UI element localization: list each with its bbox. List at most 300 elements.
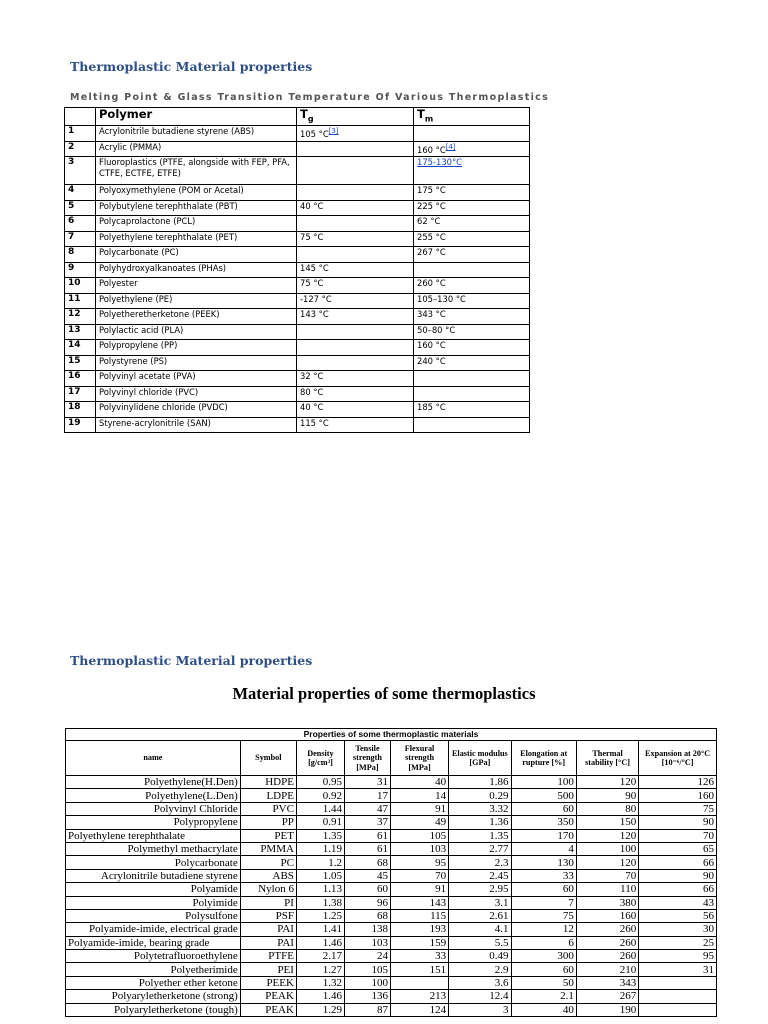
table1-tm-header [414, 108, 530, 126]
row-number-text: 3 [68, 157, 75, 168]
elongation-cell: 6 [511, 936, 576, 949]
row-number [65, 371, 96, 387]
table-row [66, 923, 717, 936]
tg-value [297, 371, 414, 387]
name-cell: Polyetherimide [66, 963, 241, 976]
tm-value-text: 160 °C [417, 144, 446, 155]
name-cell: Polyaryletherketone (tough) [66, 1003, 241, 1016]
expansion-cell [639, 990, 717, 1003]
thermal-cell: 110 [576, 883, 638, 896]
tensile-cell: 60 [344, 883, 390, 896]
density-cell: 1.46 [296, 990, 344, 1003]
tg-value [297, 386, 414, 402]
table2-caption-row [66, 729, 717, 741]
table2-title: Material properties of some thermoplastics [232, 684, 536, 703]
name-cell: Polyethylene(H.Den) [66, 776, 241, 789]
symbol-cell: PSF [240, 909, 296, 922]
name-cell: Polyaryletherketone (strong) [66, 990, 241, 1003]
table-row [66, 1003, 717, 1016]
table-row [65, 340, 530, 356]
thermal-cell: 120 [576, 776, 638, 789]
elongation-cell: 12 [511, 923, 576, 936]
expansion-cell: 56 [639, 909, 717, 922]
table1-subtitle: Melting Point & Glass Transition Temperature Of Various Thermoplastics [70, 92, 550, 103]
tg-value [297, 216, 414, 232]
column-header: Symbol [240, 741, 296, 776]
row-number-text: 7 [68, 231, 75, 242]
tm-value [414, 402, 530, 418]
density-cell: 1.13 [296, 883, 344, 896]
name-cell: Polyvinyl Chloride [66, 802, 241, 815]
expansion-cell: 31 [639, 963, 717, 976]
tm-value-text: 105–130 °C [417, 293, 466, 304]
table-row [66, 802, 717, 815]
tensile-cell: 37 [344, 816, 390, 829]
tm-value [414, 247, 530, 263]
symbol-subscript: m [424, 114, 434, 124]
polymer-name [96, 126, 297, 142]
flexural-cell: 49 [390, 816, 448, 829]
polymer-name-text: Polybutylene terephthalate (PBT) [99, 200, 238, 211]
density-cell: 1.2 [296, 856, 344, 869]
density-cell: 1.25 [296, 909, 344, 922]
tm-value [414, 340, 530, 356]
symbol-cell: HDPE [240, 776, 296, 789]
thermal-cell: 190 [576, 1003, 638, 1016]
thermal-cell: 260 [576, 950, 638, 963]
row-number [65, 340, 96, 356]
modulus-cell: 2.61 [449, 909, 511, 922]
row-number-text: 6 [68, 216, 75, 227]
thermal-cell: 267 [576, 990, 638, 1003]
row-number-text: 9 [68, 262, 75, 273]
column-header: name [66, 741, 241, 776]
tensile-cell: 105 [344, 963, 390, 976]
flexural-cell: 103 [390, 842, 448, 855]
tm-value [414, 278, 530, 294]
elongation-cell: 300 [511, 950, 576, 963]
polymer-name [96, 371, 297, 387]
tm-value [414, 200, 530, 216]
tensile-cell: 24 [344, 950, 390, 963]
polymer-name [96, 324, 297, 340]
polymer-name-text: Polyvinyl chloride (PVC) [99, 386, 199, 397]
table-row [66, 883, 717, 896]
tg-value [297, 293, 414, 309]
name-cell: Polyethylene terephthalate [66, 829, 241, 842]
modulus-cell: 3.32 [449, 802, 511, 815]
flexural-cell: 33 [390, 950, 448, 963]
density-cell: 2.17 [296, 950, 344, 963]
elongation-cell: 40 [511, 1003, 576, 1016]
flexural-cell: 124 [390, 1003, 448, 1016]
row-number-text: 5 [68, 200, 75, 211]
row-number [65, 231, 96, 247]
modulus-cell: 5.5 [449, 936, 511, 949]
name-cell: Polypropylene [66, 816, 241, 829]
tensile-cell: 96 [344, 896, 390, 909]
tm-value [414, 293, 530, 309]
reference-link[interactable]: [4] [445, 142, 456, 151]
name-cell: Polymethyl methacrylate [66, 842, 241, 855]
elongation-cell: 7 [511, 896, 576, 909]
table-row [65, 402, 530, 418]
tm-value-text: 267 °C [417, 247, 446, 258]
tm-value-text: 175-130°C [417, 157, 463, 168]
tg-value [297, 262, 414, 278]
polymer-name-text: Styrene-acrylonitrile (SAN) [99, 417, 211, 428]
tm-value [414, 309, 530, 325]
flexural-cell [390, 976, 448, 989]
table-row [66, 976, 717, 989]
flexural-cell: 193 [390, 923, 448, 936]
tensile-cell: 17 [344, 789, 390, 802]
tg-value-text: -127 °C [300, 293, 332, 304]
elongation-cell: 33 [511, 869, 576, 882]
tm-value [414, 355, 530, 371]
name-cell: Polyether ether ketone [66, 976, 241, 989]
tm-value [414, 371, 530, 387]
row-number [65, 262, 96, 278]
polymer-name [96, 185, 297, 201]
table-row [66, 842, 717, 855]
row-number [65, 185, 96, 201]
table-row [65, 262, 530, 278]
symbol-cell: PEAK [240, 1003, 296, 1016]
row-number-text: 19 [68, 417, 81, 428]
polymer-name [96, 278, 297, 294]
table-row [65, 126, 530, 142]
polymer-name [96, 141, 297, 157]
table-row [66, 963, 717, 976]
modulus-cell: 2.3 [449, 856, 511, 869]
expansion-cell: 30 [639, 923, 717, 936]
tg-value-text: 40 °C [300, 200, 324, 211]
row-number [65, 216, 96, 232]
tensile-cell: 31 [344, 776, 390, 789]
row-number [65, 402, 96, 418]
table-row [66, 950, 717, 963]
polymer-name [96, 402, 297, 418]
name-cell: Polyethylene(L.Den) [66, 789, 241, 802]
tm-value-text: 260 °C [417, 278, 446, 289]
expansion-cell: 75 [639, 802, 717, 815]
tm-value[interactable] [414, 157, 530, 185]
expansion-cell: 126 [639, 776, 717, 789]
row-number [65, 309, 96, 325]
row-number-text: 11 [68, 293, 81, 304]
polymer-name-text: Polystyrene (PS) [99, 355, 168, 366]
modulus-cell: 3 [449, 1003, 511, 1016]
polymer-name-text: Polycaprolactone (PCL) [99, 216, 196, 227]
density-cell: 1.27 [296, 963, 344, 976]
elongation-cell: 60 [511, 963, 576, 976]
expansion-cell: 25 [639, 936, 717, 949]
thermal-cell: 90 [576, 789, 638, 802]
tm-value-text: 175 °C [417, 185, 446, 196]
elongation-cell: 75 [511, 909, 576, 922]
tensile-cell: 87 [344, 1003, 390, 1016]
density-cell: 1.29 [296, 1003, 344, 1016]
table-row [66, 896, 717, 909]
tg-value-text: 40 °C [300, 402, 324, 413]
symbol-cell: Nylon 6 [240, 883, 296, 896]
flexural-cell: 91 [390, 802, 448, 815]
flexural-cell: 70 [390, 869, 448, 882]
section1-heading: Thermoplastic Material properties [70, 59, 313, 74]
tensile-cell: 138 [344, 923, 390, 936]
tg-value-text: 75 °C [300, 231, 324, 242]
modulus-cell: 2.45 [449, 869, 511, 882]
table-row [66, 856, 717, 869]
melting-point-table [64, 107, 530, 433]
tensile-cell: 136 [344, 990, 390, 1003]
column-header: Elongation at rupture [%] [511, 741, 576, 776]
tg-value-text: 143 °C [300, 309, 329, 320]
tm-value-text: 343 °C [417, 309, 446, 320]
expansion-cell: 90 [639, 816, 717, 829]
flexural-cell: 40 [390, 776, 448, 789]
tg-value [297, 141, 414, 157]
density-cell: 0.91 [296, 816, 344, 829]
expansion-cell: 160 [639, 789, 717, 802]
density-cell: 0.95 [296, 776, 344, 789]
thermal-cell: 160 [576, 909, 638, 922]
tg-value [297, 402, 414, 418]
symbol-cell: PAI [240, 936, 296, 949]
tensile-cell: 61 [344, 829, 390, 842]
elongation-cell: 60 [511, 802, 576, 815]
row-number [65, 324, 96, 340]
tg-value-text: 80 °C [300, 386, 324, 397]
density-cell: 1.46 [296, 936, 344, 949]
thermal-cell: 380 [576, 896, 638, 909]
symbol-subscript: g [307, 114, 314, 124]
tensile-cell: 68 [344, 909, 390, 922]
modulus-cell: 3.6 [449, 976, 511, 989]
column-header: Thermal stability [°C] [576, 741, 638, 776]
row-number-text: 10 [68, 278, 81, 289]
tm-value-text: 62 °C [417, 216, 441, 227]
elongation-cell: 100 [511, 776, 576, 789]
tm-symbol [417, 107, 434, 124]
symbol-cell: PVC [240, 802, 296, 815]
modulus-cell: 1.35 [449, 829, 511, 842]
symbol-cell: PTFE [240, 950, 296, 963]
tg-value [297, 247, 414, 263]
tg-value [297, 126, 414, 142]
tg-value-text: 32 °C [300, 371, 324, 382]
expansion-cell: 95 [639, 950, 717, 963]
tm-value [414, 324, 530, 340]
tg-value [297, 324, 414, 340]
symbol-letter: T [417, 107, 425, 121]
expansion-cell [639, 1003, 717, 1016]
thermal-cell: 260 [576, 936, 638, 949]
density-cell: 1.41 [296, 923, 344, 936]
row-number-text: 2 [68, 141, 75, 152]
table-row [65, 216, 530, 232]
tg-symbol [300, 107, 314, 124]
table-row [65, 157, 530, 185]
table-row [66, 869, 717, 882]
tm-value [414, 185, 530, 201]
table1-header-row [65, 108, 530, 126]
tm-value-text: 185 °C [417, 402, 446, 413]
tm-value [414, 231, 530, 247]
symbol-cell: PET [240, 829, 296, 842]
column-header: Expansion at 20°C [10⁻⁶/°C] [639, 741, 717, 776]
column-header: Tensile strength [MPa] [344, 741, 390, 776]
polymer-name-text: Polyhydroxyalkanoates (PHAs) [99, 262, 227, 273]
polymer-name [96, 355, 297, 371]
polymer-name-text: Polyetheretherketone (PEEK) [99, 309, 220, 320]
tg-value [297, 200, 414, 216]
table-row [65, 278, 530, 294]
table-row [65, 141, 530, 157]
table-row [65, 417, 530, 433]
row-number-text: 13 [68, 324, 81, 335]
elongation-cell: 4 [511, 842, 576, 855]
tm-value [414, 216, 530, 232]
polymer-name [96, 262, 297, 278]
table-row [65, 371, 530, 387]
expansion-cell: 66 [639, 856, 717, 869]
polymer-name-text: Polyethylene terephthalate (PET) [99, 231, 238, 242]
tm-value [414, 386, 530, 402]
polymer-name [96, 293, 297, 309]
tm-value-text: 50–80 °C [417, 324, 456, 335]
tg-value [297, 417, 414, 433]
expansion-cell: 43 [639, 896, 717, 909]
section2-heading: Thermoplastic Material properties [70, 653, 313, 668]
flexural-cell: 105 [390, 829, 448, 842]
symbol-cell: PP [240, 816, 296, 829]
name-cell: Acrylonitrile butadiene styrene [66, 869, 241, 882]
symbol-cell: PEI [240, 963, 296, 976]
tg-value-text: 145 °C [300, 262, 329, 273]
table-row [65, 386, 530, 402]
tensile-cell: 103 [344, 936, 390, 949]
modulus-cell: 4.1 [449, 923, 511, 936]
tg-value-text: 75 °C [300, 278, 324, 289]
tm-value-text: 240 °C [417, 355, 446, 366]
density-cell: 1.32 [296, 976, 344, 989]
symbol-cell: PMMA [240, 842, 296, 855]
table2-caption: Properties of some thermoplastic materials [66, 729, 717, 741]
row-number-text: 12 [68, 309, 81, 320]
tg-value [297, 231, 414, 247]
row-number-text: 14 [68, 340, 81, 351]
row-number [65, 278, 96, 294]
polymer-name [96, 216, 297, 232]
flexural-cell: 151 [390, 963, 448, 976]
row-number [65, 200, 96, 216]
name-cell: Polysulfone [66, 909, 241, 922]
tg-value [297, 185, 414, 201]
modulus-cell: 0.49 [449, 950, 511, 963]
polymer-name [96, 200, 297, 216]
tensile-cell: 61 [344, 842, 390, 855]
polymer-name-text: Polyvinylidene chloride (PVDC) [99, 402, 228, 413]
density-cell: 1.38 [296, 896, 344, 909]
reference-link[interactable]: [3] [328, 127, 339, 136]
polymer-name-text: Polyethylene (PE) [99, 293, 173, 304]
name-cell: Polyamide [66, 883, 241, 896]
symbol-cell: PC [240, 856, 296, 869]
column-header: Elastic modulus [GPa] [449, 741, 511, 776]
table-row [65, 293, 530, 309]
row-number [65, 247, 96, 263]
tg-value-text: 105 °C [300, 129, 329, 140]
name-cell: Polyamide-imide, electrical grade [66, 923, 241, 936]
expansion-cell [639, 976, 717, 989]
row-number [65, 141, 96, 157]
expansion-cell: 70 [639, 829, 717, 842]
polymer-name-text: Acrylonitrile butadiene styrene (ABS) [99, 126, 255, 137]
elongation-cell: 500 [511, 789, 576, 802]
polymer-name-text: Polycarbonate (PC) [99, 247, 179, 258]
polymer-name-text: Polyoxymethylene (POM or Acetal) [99, 185, 244, 196]
elongation-cell: 60 [511, 883, 576, 896]
density-cell: 1.19 [296, 842, 344, 855]
thermal-cell: 150 [576, 816, 638, 829]
name-cell: Polycarbonate [66, 856, 241, 869]
table-row [65, 355, 530, 371]
flexural-cell: 91 [390, 883, 448, 896]
thermal-cell: 343 [576, 976, 638, 989]
elongation-cell: 50 [511, 976, 576, 989]
name-cell: Polytetrafluoroethylene [66, 950, 241, 963]
polymer-name [96, 340, 297, 356]
column-header: Flexural strength [MPa] [390, 741, 448, 776]
thermal-cell: 120 [576, 856, 638, 869]
tm-value [414, 417, 530, 433]
column-header: Density [g/cm³] [296, 741, 344, 776]
tg-value [297, 340, 414, 356]
tg-value [297, 355, 414, 371]
table-row [66, 816, 717, 829]
row-number-text: 17 [68, 386, 81, 397]
flexural-cell: 95 [390, 856, 448, 869]
modulus-cell: 12.4 [449, 990, 511, 1003]
name-cell: Polyamide-imide, bearing grade [66, 936, 241, 949]
row-number [65, 386, 96, 402]
polymer-name-text: Polylactic acid (PLA) [99, 324, 184, 335]
tg-value [297, 278, 414, 294]
row-number-text: 4 [68, 185, 75, 196]
polymer-name [96, 417, 297, 433]
symbol-cell: LDPE [240, 789, 296, 802]
table-row [65, 309, 530, 325]
thermal-cell: 210 [576, 963, 638, 976]
table1-polymer-header: Polymer [96, 108, 297, 126]
table-row [66, 789, 717, 802]
row-number-text: 18 [68, 402, 81, 413]
flexural-cell: 143 [390, 896, 448, 909]
symbol-cell: PEEK [240, 976, 296, 989]
density-cell: 0.92 [296, 789, 344, 802]
tm-value [414, 126, 530, 142]
row-number [65, 126, 96, 142]
tm-value-text: 255 °C [417, 231, 446, 242]
tg-value-text: 115 °C [300, 417, 329, 428]
symbol-cell: ABS [240, 869, 296, 882]
elongation-cell: 170 [511, 829, 576, 842]
row-number-text: 1 [68, 126, 75, 137]
table-row [66, 776, 717, 789]
table-row [65, 324, 530, 340]
